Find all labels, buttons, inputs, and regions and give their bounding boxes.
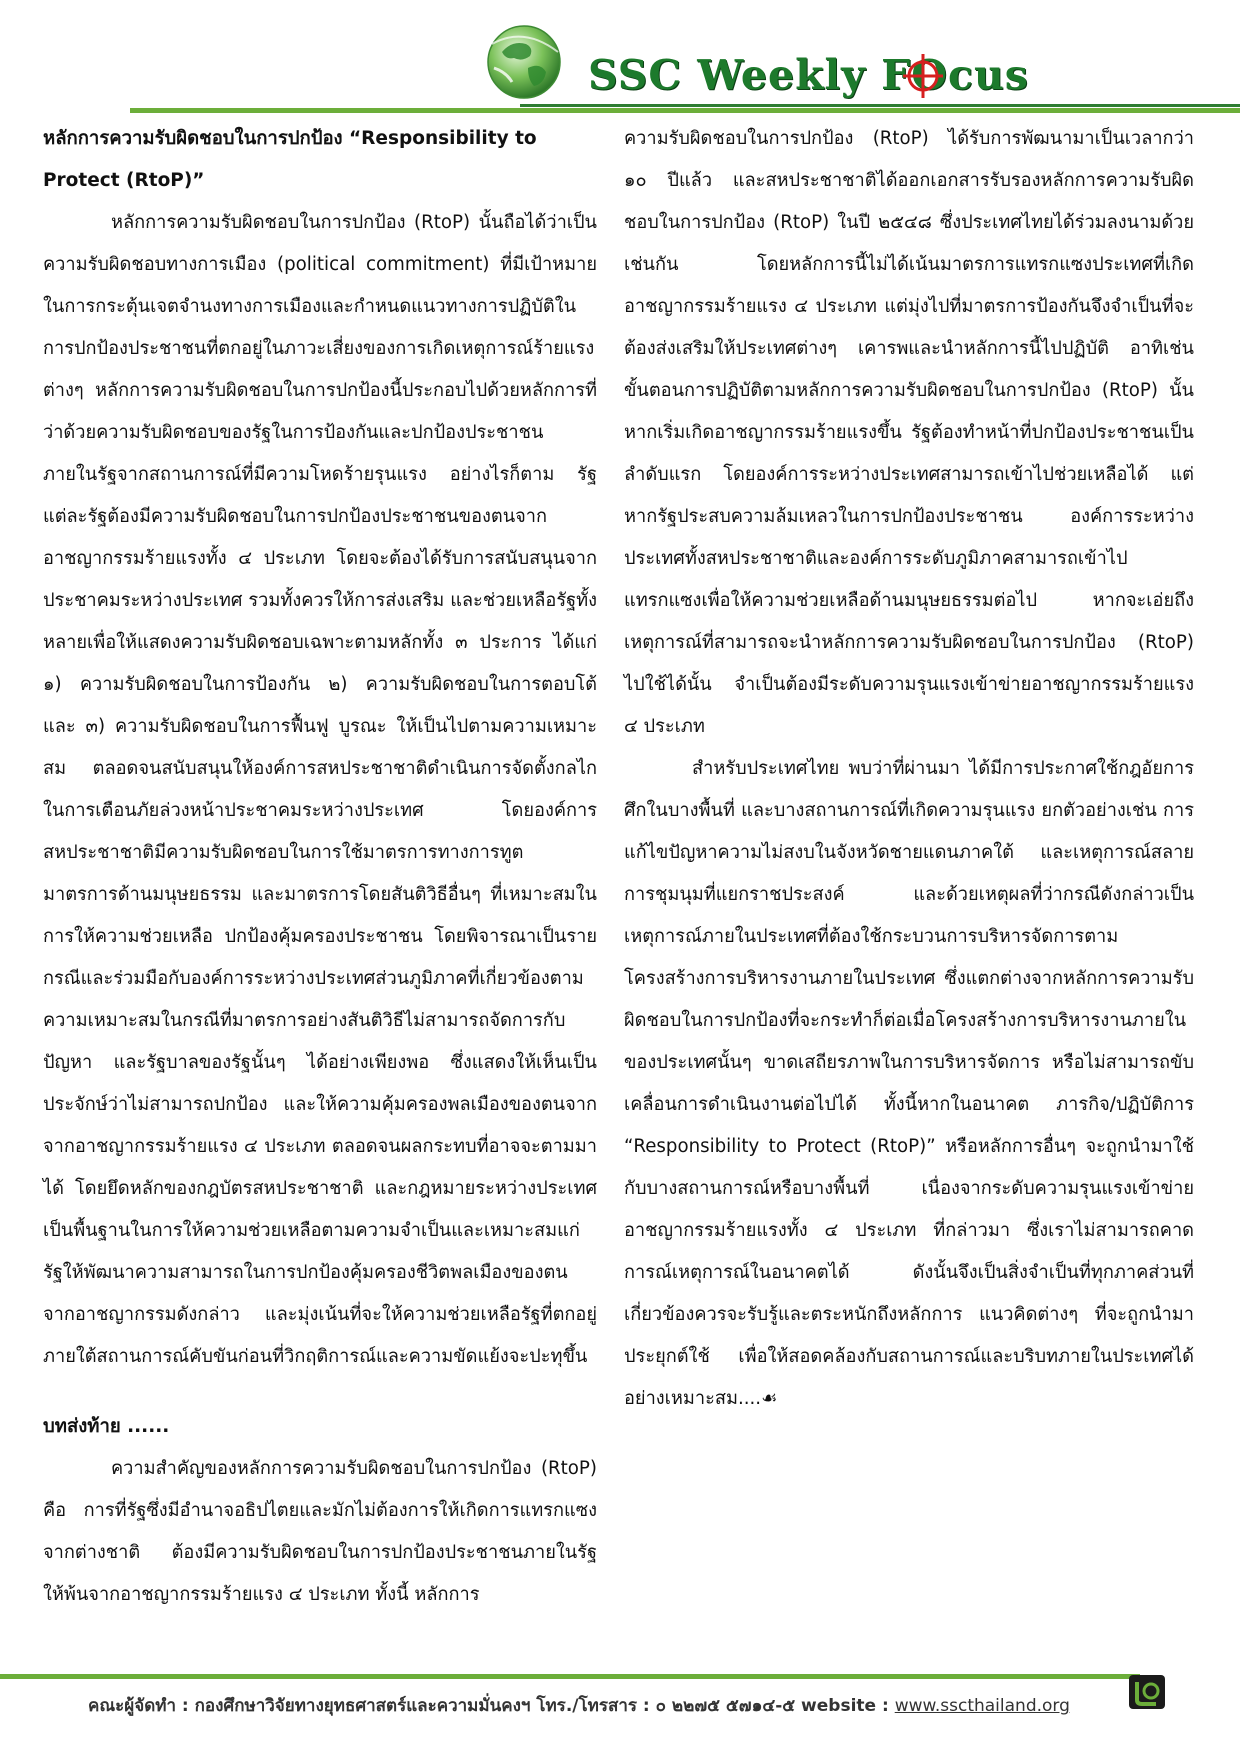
crosshair-o-icon: O (911, 51, 949, 99)
masthead-title-part2: cus (948, 51, 1029, 99)
page-footer (88, 1689, 1070, 1723)
article-title: หลักการความรับผิดชอบในการปกป้อง “Responsibility to Protect (RtoP)” (43, 128, 537, 191)
masthead-title (588, 50, 1029, 100)
left-column (43, 118, 597, 1616)
right-column (624, 118, 1194, 1420)
body-paragraph: หลักการความรับผิดชอบในการปกป้อง (RtoP) นั้นถือได้ว่าเป็นความรับผิดชอบทางการเมือง (political commitment) ที่มีเป้าหมายในการกระตุ้นเจตจำนงทางการเมืองและกำหนดแนวทางการปฏิบัติในการปกป้องประชาชนที่ตกอยู่ในภาวะเสี่ยงของการเกิดเหตุการณ์ร้ายแรงต่างๆ หลักการความรับผิดชอบในการปกป้องนี้ประกอบไปด้วยหลักการที่ว่าด้วยความรับผิดชอบของรัฐในการป้องกันและปกป้องประชาชนภายในรัฐจากสถานการณ์ที่มีความโหดร้ายรุนแรง อย่างไรก็ตาม รัฐแต่ละรัฐต้องมีความรับผิดชอบในการปกป้องประชาชนของตนจากอาชญากรรมร้ายแรงทั้ง ๔ ประเภท โดยจะต้องได้รับการสนับสนุนจากประชาคมระหว่างประเทศ รวมทั้งควรให้การส่งเสริม และช่วยเหลือรัฐทั้งหลายเพื่อให้แสดงความรับผิดชอบเฉพาะตามหลักทั้ง ๓ ประการ ได้แก่ ๑) ความรับผิดชอบในการป้องกัน ๒) ความรับผิดชอบในการตอบโต้ และ ๓) ความรับผิดชอบในการฟื้นฟู บูรณะ ให้เป็นไปตามความเหมาะสม ตลอดจนสนับสนุนให้องค์การสหประชาชาติดำเนินการจัดตั้งกลไกในการเตือนภัยล่วงหน้าประชาคมระหว่างประเทศ โดยองค์การสหประชาชาติมีความรับผิดชอบในการใช้มาตรการทางการทูต มาตรการด้านมนุษยธรรม และมาตรการโดยสันติวิธีอื่นๆ ที่เหมาะสมในการให้ความช่วยเหลือ ปกป้องคุ้มครองประชาชน โดยพิจารณาเป็นรายกรณีและร่วมมือกับองค์การระหว่างประเทศส่วนภูมิภาคที่เกี่ยวข้องตามความเหมาะสมในกรณีที่มาตรการอย่างสันติวิธีไม่สามารถจัดการกับปัญหา และรัฐบาลของรัฐนั้นๆ ได้อย่างเพียงพอ ซึ่งแสดงให้เห็นเป็นประจักษ์ว่าไม่สามารถปกป้อง และให้ความคุ้มครองพลเมืองของตนจากจากอาชญากรรมร้ายแรง ๔ ประเภท ตลอดจนผลกระทบที่อาจจะตามมาได้ โดยยึดหลักของกฎบัตรสหประชาชาติ และกฎหมายระหว่างประเทศเป็นพื้นฐานในการให้ความช่วยเหลือตามความจำเป็นและเหมาะสมแก่รัฐให้พัฒนาความสามารถในการปกป้องคุ้มครองชีวิตพลเมืองของตนจากอาชญากรรมดังกล่าว และมุ่งเน้นที่จะให้ความช่วยเหลือรัฐที่ตกอยู่ภายใต้สถานการณ์คับขันก่อนที่วิกฤติการณ์และความขัดแย้งจะปะทุขึ้น (43, 212, 597, 1367)
body-paragraph-thailand (624, 748, 1194, 1420)
footer-credits: คณะผู้จัดทำ : กองศึกษาวิจัยทางยุทธศาสตร์และความมั่นคงฯ โทร./โทรสาร : ๐ ๒๒๗๕ ๕๗๑๔-๕ website : (88, 1696, 895, 1716)
header-rule-dark (520, 104, 1240, 107)
page-header (0, 0, 1240, 120)
thailand-text: สำหรับประเทศไทย พบว่าที่ผ่านมา ได้มีการประกาศใช้กฎอัยการศึกในบางพื้นที่ และบางสถานการณ์ที่เกิดความรุนแรง ยกตัวอย่างเช่น การแก้ไขปัญหาความไม่สงบในจังหวัดชายแดนภาคใต้ และเหตุการณ์สลายการชุมนุมที่แยกราชประสงค์ และด้วยเหตุผลที่ว่ากรณีดังกล่าวเป็นเหตุการณ์ภายในประเทศที่ต้องใช้กระบวนการบริหารจัดการตามโครงสร้างการบริหารงานภายในประเทศ ซึ่งแตกต่างจากหลักการความรับผิดชอบในการปกป้องที่จะกระทำก็ต่อเมื่อโครงสร้างการบริหารงานภายในของประเทศนั้นๆ ขาดเสถียรภาพในการบริหารจัดการ หรือไม่สามารถขับเคลื่อนการดำเนินงานต่อไปได้ ทั้งนี้หากในอนาคต ภารกิจ/ปฏิบัติการ “Responsibility to Protect (RtoP)” หรือหลักการอื่นๆ จะถูกนำมาใช้กับบางสถานการณ์หรือบางพื้นที่ เนื่องจากระดับความรุนแรงเข้าข่ายอาชญากรรมร้ายแรงทั้ง ๔ ประเภท ที่กล่าวมา ซึ่งเราไม่สามารถคาดการณ์เหตุการณ์ในอนาคตได้ ดังนั้นจึงเป็นสิ่งจำเป็นที่ทุกภาคส่วนที่เกี่ยวข้องควรจะรับรู้และตระหนักถึงหลักการ แนวคิดต่างๆ ที่จะถูกนำมาประยุกต์ใช้ เพื่อให้สอดคล้องกับสถานการณ์และบริบทภายในประเทศได้อย่างเหมาะสม.... (624, 758, 1194, 1409)
masthead-title-part1: SSC Weekly F (588, 51, 912, 99)
footer-rule (0, 1674, 1140, 1679)
closing-paragraph: ความสำคัญของหลักการความรับผิดชอบในการปกป้อง (RtoP) คือ การที่รัฐซึ่งมีอำนาจอธิปไตยและมักไม่ต้องการให้เกิดการแทรกแซงจากต่างชาติ ต้องมีความรับผิดชอบในการปกป้องประชาชนภายในรัฐ ให้พ้นจากอาชญากรรมร้ายแรง ๔ ประเภท ทั้งนี้ หลักการ (43, 1458, 597, 1605)
body-paragraph-continued: ความรับผิดชอบในการปกป้อง (RtoP) ได้รับการพัฒนามาเป็นเวลากว่า ๑๐ ปีแล้ว และสหประชาชาติได้ออกเอกสารรับรองหลักการความรับผิดชอบในการปกป้อง (RtoP) ในปี ๒๕๔๘ ซึ่งประเทศไทยได้ร่วมลงนามด้วยเช่นกัน โดยหลักการนี้ไม่ได้เน้นมาตรการแทรกแซงประเทศที่เกิดอาชญากรรมร้ายแรง ๔ ประเภท แต่มุ่งไปที่มาตรการป้องกันจึงจำเป็นที่จะต้องส่งเสริมให้ประเทศต่างๆ เคารพและนำหลักการนี้ไปปฏิบัติ อาทิเช่น ขั้นตอนการปฏิบัติตามหลักการความรับผิดชอบในการปกป้อง (RtoP) นั้น หากเริ่มเกิดอาชญากรรมร้ายแรงขึ้น รัฐต้องทำหน้าที่ปกป้องประชาชนเป็นลำดับแรก โดยองค์การระหว่างประเทศสามารถเข้าไปช่วยเหลือได้ แต่หากรัฐประสบความล้มเหลวในการปกป้องประชาชน องค์การระหว่างประเทศทั้งสหประชาชาติและองค์การระดับภูมิภาคสามารถเข้าไปแทรกแซงเพื่อให้ความช่วยเหลือด้านมนุษยธรรมต่อไป หากจะเอ่ยถึงเหตุการณ์ที่สามารถจะนำหลักการความรับผิดชอบในการปกป้อง (RtoP) ไปใช้ได้นั้น จำเป็นต้องมีระดับความรุนแรงเข้าข่ายอาชญากรรมร้ายแรง ๔ ประเภท (624, 128, 1194, 737)
closing-heading: บทส่งท้าย ...... (43, 1416, 170, 1437)
end-mark-icon: ☙ (761, 1388, 778, 1409)
globe-icon (484, 22, 564, 102)
website-link[interactable]: www.sscthailand.org (894, 1696, 1070, 1716)
ssc-logo-icon (1128, 1674, 1166, 1710)
header-rule (130, 108, 1240, 113)
